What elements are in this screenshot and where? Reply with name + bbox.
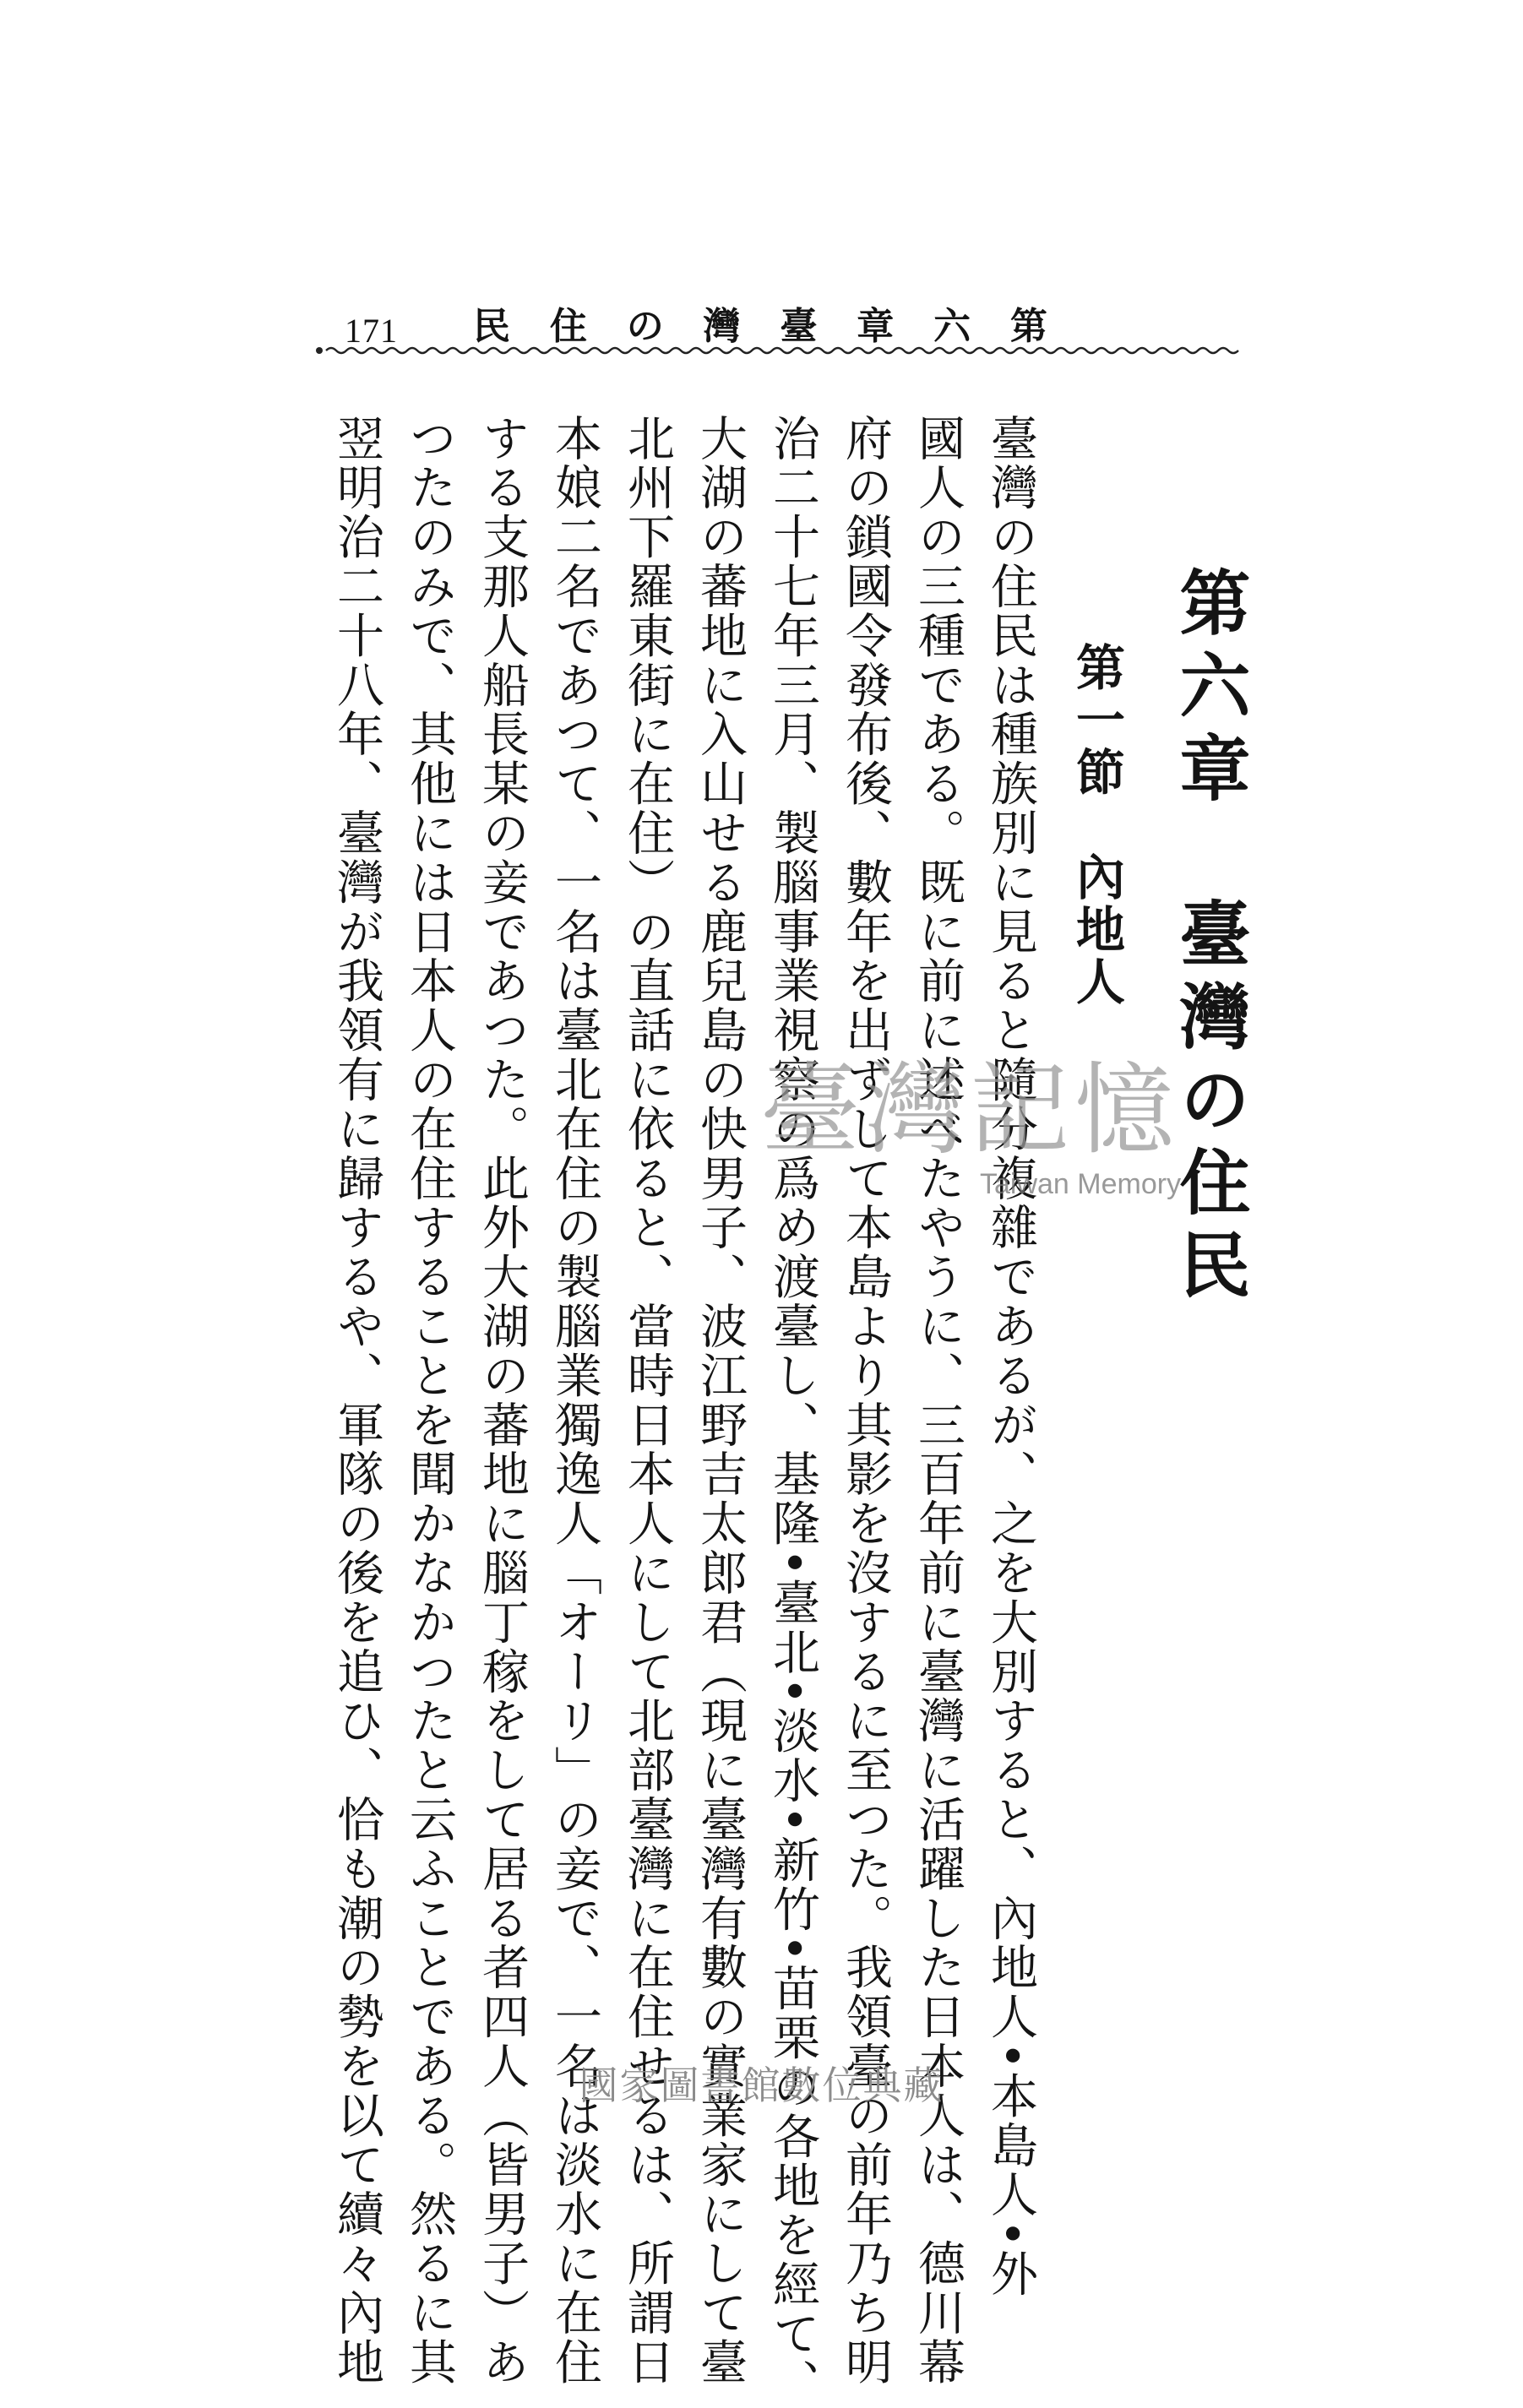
watermark-english: Taiwan Memory — [980, 1168, 1182, 1200]
body-line: 臺灣の住民は種族別に見ると隨分複雜であるが、之を大別すると、內地人•本島人•外 — [983, 414, 1038, 2299]
watermark — [760, 1052, 1199, 1212]
running-header-char: 章 — [857, 305, 895, 348]
body-line: 北州下羅東街に在住）の直話に依ると、當時日本人にして北部臺灣に在住せるは、所謂日 — [620, 414, 675, 2387]
header-wavy-rule — [314, 345, 1243, 356]
body-line: 本娘二名であつて、一名は臺北在住の製腦業獨逸人「オーリ」の妾で、一名は淡水に在住 — [547, 414, 602, 2387]
running-header-char: 民 — [473, 305, 510, 348]
body-line: 治二十七年三月、製腦事業視察の爲め渡臺し、基隆•臺北•淡水•新竹•苗栗の各地を經て、 — [765, 414, 820, 2408]
watermark-chinese: 臺灣記憶 — [760, 1052, 1180, 1168]
running-header-char: 住 — [549, 305, 587, 348]
body-line: 翌明治二十八年、臺灣が我領有に歸するや、軍隊の後を追ひ、恰も潮の勢を以て續々內地 — [329, 414, 384, 2387]
body-line: する支那人船長某の妾であつた。此外大湖の蕃地に腦丁稼をして居る者四人（皆男子）あ — [475, 414, 530, 2387]
chapter-title: 第六章 臺灣の住民 — [1168, 566, 1252, 1311]
running-header-char: 臺 — [780, 305, 818, 348]
footer-collection-label: 國家圖書館數位典藏 — [579, 2063, 944, 2108]
page-number: 171 — [345, 312, 398, 350]
body-line: 國人の三種である。既に前に述べたやうに、三百年前に臺灣に活躍した日本人は、德川幕 — [911, 414, 965, 2387]
body-line: 大湖の蕃地に入山せる鹿兒島の快男子、波江野吉太郎君（現に臺灣有數の實業家にして臺 — [693, 414, 748, 2387]
body-line: 府の鎖國令發布後、數年を出ずして本島より其影を沒するに至つた。我領臺の前年乃ち明 — [838, 414, 893, 2387]
running-header-char: 第 — [1009, 305, 1047, 348]
body-line: つたのみで、其他には日本人の在住することを聞かなかつたと云ふことである。然るに其 — [402, 414, 457, 2387]
running-header-char: 灣 — [703, 305, 741, 348]
running-header-char: 六 — [933, 305, 971, 348]
running-header-char: の — [626, 305, 664, 348]
running-header — [473, 297, 1047, 348]
section-title: 第一節 內地人 — [1068, 642, 1125, 1008]
